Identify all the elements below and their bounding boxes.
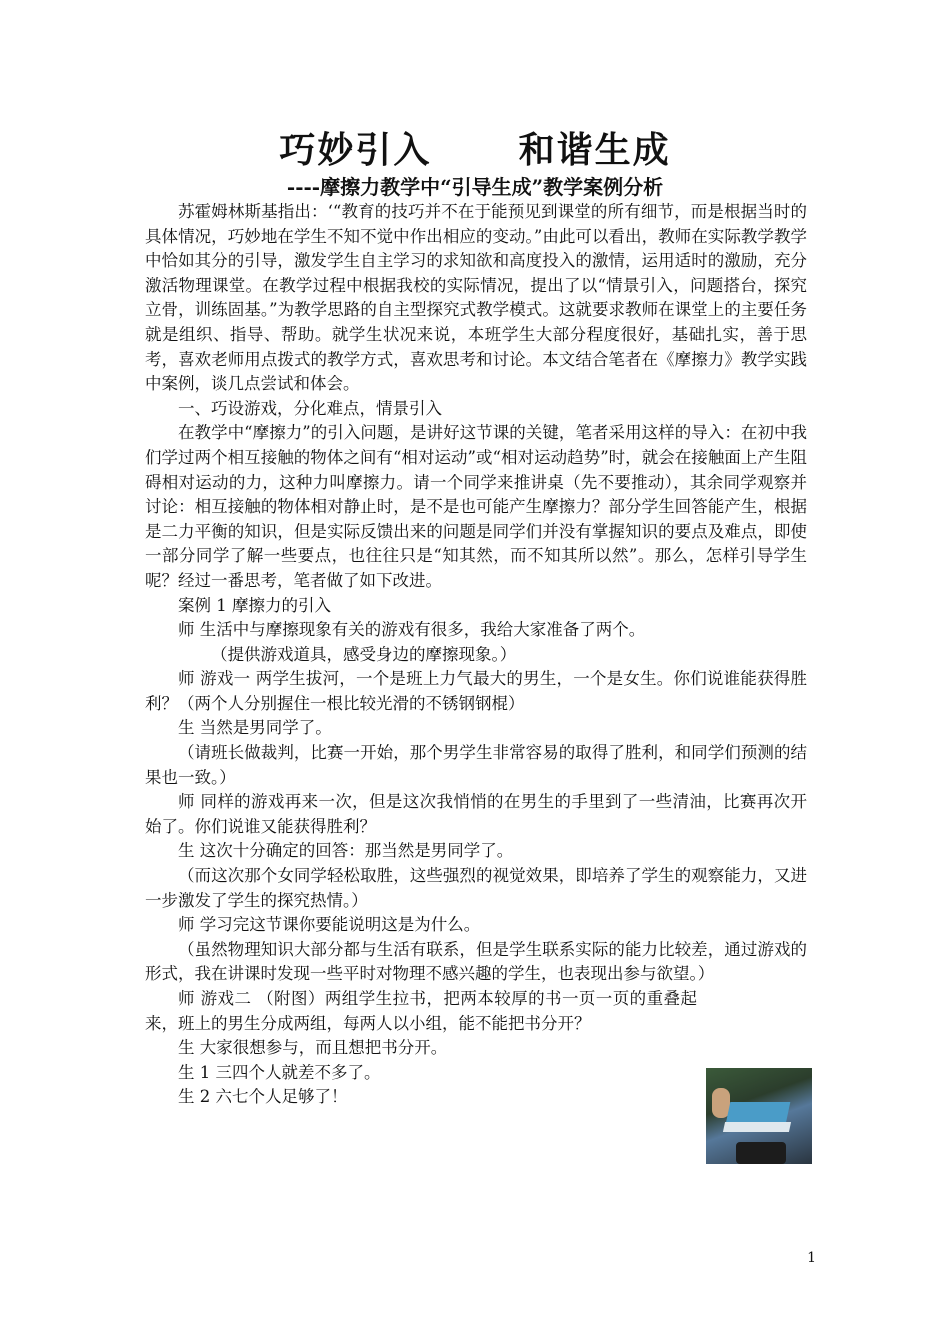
- book-pulling-photo: [706, 1068, 812, 1164]
- photo-book-pages: [723, 1122, 791, 1132]
- dialogue-line: 生 大家很想参与，而且想把书分开。: [178, 1038, 448, 1058]
- paragraph: 在教学中“摩擦力”的引入问题，是讲好这节课的关键，笔者采用这样的导入：在初中我们学过两个相互接触的物体之间有“相对运动”或“相对运动趋势”时，就会在接触面上产生阻碍相对运动的力，这种力叫摩擦力。请一个同学来推讲桌（先不要推动），其余同学观察并讨论：相互接触的物体相对静止时，是不是也可能产生摩擦力？部分学生回答能产生，根据是二力平衡的知识，但是实际反馈出来的问题是同学们并没有掌握知识的要点及难点，即使一部分同学了解一些要点，也往往只是“知其然，而不知其所以然”。那么，怎样引导学生呢？经过一番思考，笔者做了如下改进。: [145, 423, 807, 590]
- section-heading: 一、巧设游戏，分化难点，情景引入: [178, 398, 442, 418]
- page-subtitle: ----摩擦力教学中“引导生成”教学案例分析: [286, 175, 664, 199]
- dialogue-line: 师 同样的游戏再来一次，但是这次我悄悄的在男生的手里到了一些清油，比赛再次开始了。你们说谁又能获得胜利？: [145, 792, 807, 836]
- dialogue-line: 师 学习完这节课你要能说明这是为什么。: [178, 915, 481, 935]
- photo-shoe: [736, 1142, 786, 1164]
- dialogue-line: 生 1 三四个人就差不多了。: [178, 1062, 381, 1082]
- case-heading: 案例 1 摩擦力的引入: [178, 595, 331, 615]
- paragraph-intro: 苏霍姆林斯基指出：‘“教育的技巧并不在于能预见到课堂的所有细节，而是根据当时的具体情况，巧妙地在学生不知不觉中作出相应的变动。”由此可以看出，教师在实际教学教学中恰如其分的引导，激发学生自主学习的求知欲和高度投入的激情，运用适时的激励，充分激活物理课堂。在教学过程中根据我校的实际情况，提出了以“情景引入，问题搭台，探究立骨，训练固基。”为教学思路的自主型探究式教学模式。这就要求教师在课堂上的主要任务就是组织、指导、帮助。就学生状况来说，本班学生大部分程度很好，基础扎实，善于思考，喜欢老师用点拨式的教学方式，喜欢思考和讨论。本文结合笔者在《摩擦力》教学实践中案例，谈几点尝试和体会。: [145, 202, 807, 394]
- dialogue-note: （请班长做裁判，比赛一开始，那个男学生非常容易的取得了胜利，和同学们预测的结果也一致。）: [145, 743, 807, 787]
- dialogue-note: （虽然物理知识大部分都与生活有联系，但是学生联系实际的能力比较差，通过游戏的形式，我在讲课时发现一些平时对物理不感兴趣的学生，也表现出参与欲望。）: [145, 939, 807, 984]
- page-number: 1: [807, 1250, 816, 1266]
- dialogue-line: 生 这次十分确定的回答：那当然是男同学了。: [178, 841, 514, 861]
- dialogue-line: 师 游戏一 两学生拔河，一个是班上力气最大的男生，一个是女生。你们说谁能获得胜利？（两个人分别握住一根比较光滑的不锈钢钢棍）: [145, 669, 807, 713]
- dialogue-line: 生 2 六七个人足够了！: [178, 1087, 348, 1107]
- dialogue-line: 师 游戏二 （附图）两组学生拉书，把两本较厚的书一页一页的重叠起来，班上的男生分成两组，每两人以小组，能不能把书分开？: [145, 989, 697, 1033]
- dialogue-note: （提供游戏道具，感受身边的摩擦现象。）: [211, 644, 517, 664]
- photo-book: [726, 1102, 791, 1124]
- page-title: 巧妙引入 和谐生成: [279, 129, 671, 171]
- dialogue-line: 师 生活中与摩擦现象有关的游戏有很多，我给大家准备了两个。: [178, 620, 646, 640]
- dialogue-line: 生 当然是男同学了。: [178, 718, 332, 738]
- dialogue-note: （而这次那个女同学轻松取胜，这些强烈的视觉效果，即培养了学生的观察能力，又进一步激发了学生的探究热情。）: [145, 866, 807, 910]
- document-body: [145, 200, 807, 1110]
